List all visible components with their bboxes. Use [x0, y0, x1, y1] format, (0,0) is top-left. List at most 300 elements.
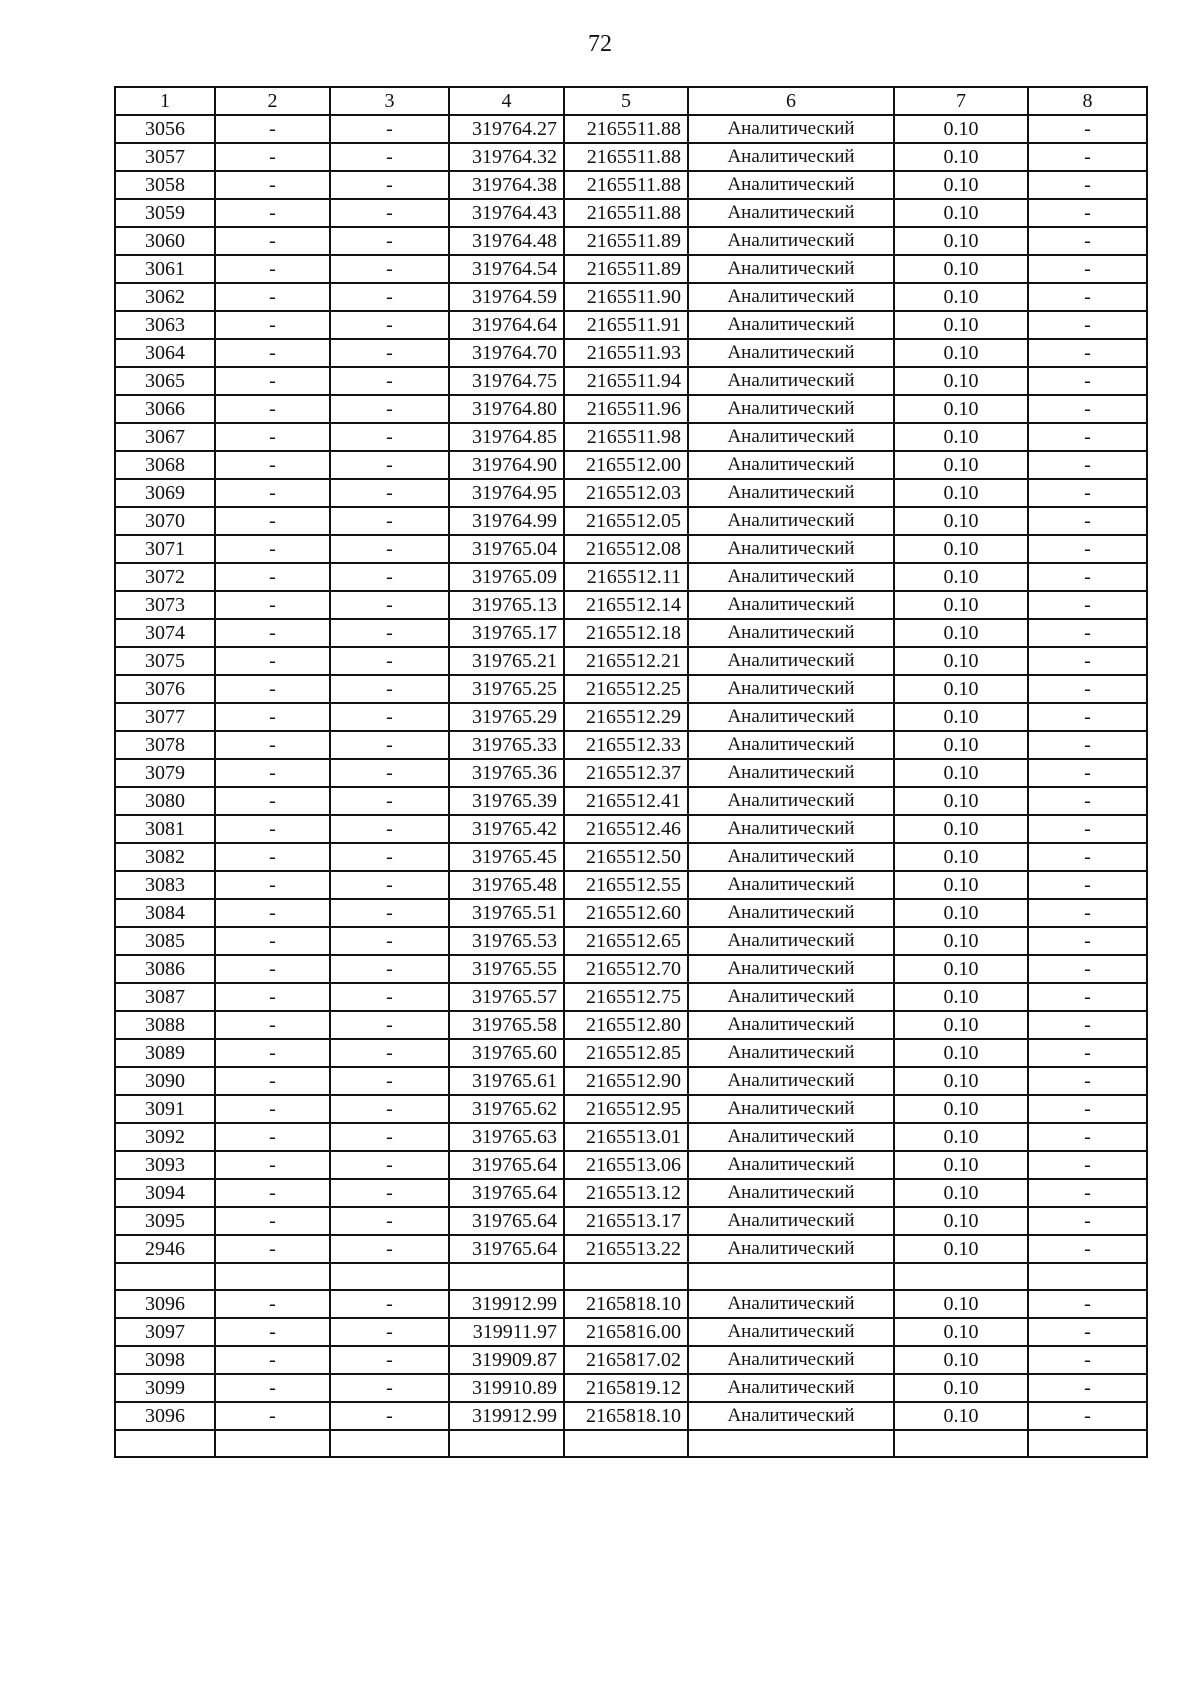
y-coordinate-cell: 2165512.18 [564, 619, 688, 647]
accuracy-cell: 0.10 [894, 171, 1028, 199]
col2-cell: - [215, 1318, 330, 1346]
accuracy-cell: 0.10 [894, 507, 1028, 535]
x-coordinate-cell: 319912.99 [449, 1290, 564, 1318]
table-row [115, 339, 1147, 367]
method-cell: Аналитический [688, 1095, 894, 1123]
table-row [115, 675, 1147, 703]
method-cell: Аналитический [688, 1123, 894, 1151]
col8-cell: - [1028, 675, 1147, 703]
x-coordinate-cell: 319764.75 [449, 367, 564, 395]
accuracy-cell: 0.10 [894, 759, 1028, 787]
table-row [115, 927, 1147, 955]
accuracy-cell: 0.10 [894, 1067, 1028, 1095]
method-cell: Аналитический [688, 899, 894, 927]
col8-cell: - [1028, 1039, 1147, 1067]
point-number-cell: 3075 [115, 647, 215, 675]
method-cell: Аналитический [688, 1402, 894, 1430]
table-row [115, 1235, 1147, 1263]
col3-cell: - [330, 759, 449, 787]
x-coordinate-cell: 319765.29 [449, 703, 564, 731]
point-number-cell: 3058 [115, 171, 215, 199]
col8-cell: - [1028, 507, 1147, 535]
col3-cell: - [330, 255, 449, 283]
x-coordinate-cell: 319910.89 [449, 1374, 564, 1402]
col2-cell: - [215, 983, 330, 1011]
x-coordinate-cell: 319764.90 [449, 451, 564, 479]
point-number-cell: 3081 [115, 815, 215, 843]
method-cell: Аналитический [688, 171, 894, 199]
y-coordinate-cell: 2165512.33 [564, 731, 688, 759]
point-number-cell: 3060 [115, 227, 215, 255]
col2-cell: - [215, 843, 330, 871]
point-number-cell: 3089 [115, 1039, 215, 1067]
col2-cell: - [215, 535, 330, 563]
col8-cell: - [1028, 1151, 1147, 1179]
accuracy-cell [894, 1263, 1028, 1290]
point-number-cell: 3057 [115, 143, 215, 171]
x-coordinate-cell [449, 1263, 564, 1290]
y-coordinate-cell: 2165511.94 [564, 367, 688, 395]
col3-cell: - [330, 843, 449, 871]
point-number-cell: 3093 [115, 1151, 215, 1179]
point-number-cell: 3066 [115, 395, 215, 423]
y-coordinate-cell: 2165512.90 [564, 1067, 688, 1095]
x-coordinate-cell: 319765.58 [449, 1011, 564, 1039]
col3-cell: - [330, 1374, 449, 1402]
y-coordinate-cell: 2165512.25 [564, 675, 688, 703]
col3-cell: - [330, 171, 449, 199]
x-coordinate-cell: 319764.70 [449, 339, 564, 367]
table-row [115, 563, 1147, 591]
col3-cell: - [330, 563, 449, 591]
x-coordinate-cell: 319765.62 [449, 1095, 564, 1123]
method-cell: Аналитический [688, 871, 894, 899]
col3-cell: - [330, 983, 449, 1011]
x-coordinate-cell: 319909.87 [449, 1346, 564, 1374]
col2-cell: - [215, 591, 330, 619]
y-coordinate-cell: 2165511.98 [564, 423, 688, 451]
col2-cell: - [215, 1123, 330, 1151]
method-cell: Аналитический [688, 283, 894, 311]
col2-cell: - [215, 899, 330, 927]
table-row [115, 787, 1147, 815]
point-number-cell: 3098 [115, 1346, 215, 1374]
y-coordinate-cell: 2165512.85 [564, 1039, 688, 1067]
col8-cell: - [1028, 171, 1147, 199]
point-number-cell: 3063 [115, 311, 215, 339]
accuracy-cell: 0.10 [894, 983, 1028, 1011]
y-coordinate-cell: 2165512.37 [564, 759, 688, 787]
y-coordinate-cell: 2165512.05 [564, 507, 688, 535]
x-coordinate-cell: 319765.25 [449, 675, 564, 703]
table-row [115, 647, 1147, 675]
accuracy-cell: 0.10 [894, 1151, 1028, 1179]
x-coordinate-cell: 319765.57 [449, 983, 564, 1011]
col3-cell: - [330, 479, 449, 507]
method-cell: Аналитический [688, 591, 894, 619]
x-coordinate-cell: 319765.64 [449, 1179, 564, 1207]
table-row [115, 1318, 1147, 1346]
col2-cell: - [215, 1346, 330, 1374]
col3-cell: - [330, 1179, 449, 1207]
method-cell: Аналитический [688, 115, 894, 143]
x-coordinate-cell: 319765.04 [449, 535, 564, 563]
point-number-cell: 3084 [115, 899, 215, 927]
col3-cell: - [330, 115, 449, 143]
accuracy-cell: 0.10 [894, 1318, 1028, 1346]
table-row [115, 619, 1147, 647]
col2-cell: - [215, 199, 330, 227]
y-coordinate-cell: 2165511.88 [564, 199, 688, 227]
col8-cell: - [1028, 619, 1147, 647]
col3-cell: - [330, 367, 449, 395]
col3-cell: - [330, 283, 449, 311]
point-number-cell: 3078 [115, 731, 215, 759]
accuracy-cell [894, 1430, 1028, 1457]
x-coordinate-cell: 319765.55 [449, 955, 564, 983]
col2-cell: - [215, 227, 330, 255]
method-cell: Аналитический [688, 955, 894, 983]
table-row [115, 479, 1147, 507]
col8-cell: - [1028, 927, 1147, 955]
table-row [115, 731, 1147, 759]
col3-cell: - [330, 675, 449, 703]
accuracy-cell: 0.10 [894, 871, 1028, 899]
col8-cell: - [1028, 115, 1147, 143]
x-coordinate-cell: 319765.51 [449, 899, 564, 927]
col2-cell: - [215, 871, 330, 899]
col3-cell: - [330, 1402, 449, 1430]
method-cell: Аналитический [688, 507, 894, 535]
accuracy-cell: 0.10 [894, 339, 1028, 367]
col2-cell: - [215, 1067, 330, 1095]
y-coordinate-cell: 2165512.65 [564, 927, 688, 955]
accuracy-cell: 0.10 [894, 927, 1028, 955]
method-cell: Аналитический [688, 815, 894, 843]
point-number-cell: 3069 [115, 479, 215, 507]
point-number-cell: 3091 [115, 1095, 215, 1123]
accuracy-cell: 0.10 [894, 1039, 1028, 1067]
y-coordinate-cell: 2165511.96 [564, 395, 688, 423]
col8-cell: - [1028, 1346, 1147, 1374]
y-coordinate-cell: 2165513.01 [564, 1123, 688, 1151]
col2-cell: - [215, 815, 330, 843]
col3-cell [330, 1263, 449, 1290]
col2-cell: - [215, 703, 330, 731]
table-row [115, 227, 1147, 255]
method-cell: Аналитический [688, 143, 894, 171]
table-row [115, 311, 1147, 339]
x-coordinate-cell: 319764.43 [449, 199, 564, 227]
col3-cell: - [330, 927, 449, 955]
point-number-cell: 3068 [115, 451, 215, 479]
y-coordinate-cell: 2165512.14 [564, 591, 688, 619]
col8-cell: - [1028, 1067, 1147, 1095]
col8-cell: - [1028, 815, 1147, 843]
method-cell: Аналитический [688, 647, 894, 675]
col2-cell: - [215, 395, 330, 423]
col8-cell [1028, 1263, 1147, 1290]
accuracy-cell: 0.10 [894, 227, 1028, 255]
y-coordinate-cell: 2165512.29 [564, 703, 688, 731]
accuracy-cell: 0.10 [894, 115, 1028, 143]
col8-cell: - [1028, 843, 1147, 871]
y-coordinate-cell: 2165513.12 [564, 1179, 688, 1207]
y-coordinate-cell: 2165513.17 [564, 1207, 688, 1235]
accuracy-cell: 0.10 [894, 1374, 1028, 1402]
col8-cell: - [1028, 1095, 1147, 1123]
column-header: 8 [1028, 87, 1147, 115]
column-header: 5 [564, 87, 688, 115]
accuracy-cell: 0.10 [894, 955, 1028, 983]
table-row [115, 1290, 1147, 1318]
page-number: 72 [588, 31, 612, 57]
y-coordinate-cell: 2165512.41 [564, 787, 688, 815]
col3-cell: - [330, 1067, 449, 1095]
y-coordinate-cell: 2165511.89 [564, 255, 688, 283]
x-coordinate-cell: 319764.80 [449, 395, 564, 423]
col2-cell: - [215, 423, 330, 451]
col8-cell [1028, 1430, 1147, 1457]
y-coordinate-cell: 2165512.60 [564, 899, 688, 927]
point-number-cell: 3079 [115, 759, 215, 787]
point-number-cell: 3074 [115, 619, 215, 647]
accuracy-cell: 0.10 [894, 787, 1028, 815]
method-cell: Аналитический [688, 423, 894, 451]
col3-cell: - [330, 871, 449, 899]
point-number-cell: 3064 [115, 339, 215, 367]
accuracy-cell: 0.10 [894, 843, 1028, 871]
method-cell: Аналитический [688, 227, 894, 255]
col2-cell: - [215, 1402, 330, 1430]
x-coordinate-cell: 319764.64 [449, 311, 564, 339]
method-cell: Аналитический [688, 255, 894, 283]
col2-cell: - [215, 171, 330, 199]
accuracy-cell: 0.10 [894, 675, 1028, 703]
method-cell: Аналитический [688, 311, 894, 339]
method-cell: Аналитический [688, 1290, 894, 1318]
point-number-cell: 3092 [115, 1123, 215, 1151]
table-row [115, 1011, 1147, 1039]
point-number-cell: 3096 [115, 1290, 215, 1318]
col8-cell: - [1028, 591, 1147, 619]
table-row [115, 591, 1147, 619]
col3-cell: - [330, 703, 449, 731]
table-row [115, 1123, 1147, 1151]
accuracy-cell: 0.10 [894, 535, 1028, 563]
col8-cell: - [1028, 703, 1147, 731]
y-coordinate-cell: 2165511.88 [564, 171, 688, 199]
method-cell: Аналитический [688, 395, 894, 423]
table-row [115, 171, 1147, 199]
column-header: 4 [449, 87, 564, 115]
y-coordinate-cell: 2165817.02 [564, 1346, 688, 1374]
table-row [115, 899, 1147, 927]
point-number-cell: 3097 [115, 1318, 215, 1346]
coordinates-table [114, 86, 1148, 1458]
table-row [115, 843, 1147, 871]
table-row [115, 451, 1147, 479]
col2-cell: - [215, 367, 330, 395]
col8-cell: - [1028, 563, 1147, 591]
col2-cell: - [215, 479, 330, 507]
x-coordinate-cell: 319764.48 [449, 227, 564, 255]
y-coordinate-cell: 2165512.21 [564, 647, 688, 675]
y-coordinate-cell: 2165512.03 [564, 479, 688, 507]
x-coordinate-cell: 319765.60 [449, 1039, 564, 1067]
table-row [115, 815, 1147, 843]
point-number-cell: 3077 [115, 703, 215, 731]
point-number-cell: 3076 [115, 675, 215, 703]
point-number-cell: 3096 [115, 1402, 215, 1430]
col8-cell: - [1028, 423, 1147, 451]
col2-cell: - [215, 1011, 330, 1039]
table-row [115, 1151, 1147, 1179]
col2-cell: - [215, 563, 330, 591]
method-cell: Аналитический [688, 843, 894, 871]
table-row [115, 1179, 1147, 1207]
point-number-cell: 3062 [115, 283, 215, 311]
table-header-row [115, 87, 1147, 115]
accuracy-cell: 0.10 [894, 815, 1028, 843]
method-cell: Аналитический [688, 367, 894, 395]
col8-cell: - [1028, 1290, 1147, 1318]
accuracy-cell: 0.10 [894, 1179, 1028, 1207]
col2-cell: - [215, 731, 330, 759]
col8-cell: - [1028, 1011, 1147, 1039]
method-cell: Аналитический [688, 451, 894, 479]
col3-cell: - [330, 1151, 449, 1179]
col8-cell: - [1028, 395, 1147, 423]
x-coordinate-cell: 319765.21 [449, 647, 564, 675]
col3-cell: - [330, 1290, 449, 1318]
col8-cell: - [1028, 1235, 1147, 1263]
table-row [115, 255, 1147, 283]
col3-cell: - [330, 395, 449, 423]
col2-cell: - [215, 1374, 330, 1402]
method-cell: Аналитический [688, 1318, 894, 1346]
point-number-cell: 3095 [115, 1207, 215, 1235]
accuracy-cell: 0.10 [894, 311, 1028, 339]
x-coordinate-cell [449, 1430, 564, 1457]
col8-cell: - [1028, 1207, 1147, 1235]
col8-cell: - [1028, 451, 1147, 479]
accuracy-cell: 0.10 [894, 1346, 1028, 1374]
accuracy-cell: 0.10 [894, 563, 1028, 591]
x-coordinate-cell: 319764.59 [449, 283, 564, 311]
table-body [115, 115, 1147, 1457]
x-coordinate-cell: 319764.95 [449, 479, 564, 507]
accuracy-cell: 0.10 [894, 1290, 1028, 1318]
method-cell: Аналитический [688, 731, 894, 759]
col2-cell: - [215, 255, 330, 283]
col3-cell: - [330, 1123, 449, 1151]
point-number-cell: 3065 [115, 367, 215, 395]
table-row [115, 283, 1147, 311]
x-coordinate-cell: 319765.63 [449, 1123, 564, 1151]
y-coordinate-cell: 2165512.80 [564, 1011, 688, 1039]
col2-cell: - [215, 1207, 330, 1235]
table-row [115, 1263, 1147, 1290]
y-coordinate-cell: 2165511.90 [564, 283, 688, 311]
table-row [115, 115, 1147, 143]
table-row [115, 1402, 1147, 1430]
method-cell: Аналитический [688, 1235, 894, 1263]
table-row [115, 1346, 1147, 1374]
col3-cell: - [330, 815, 449, 843]
y-coordinate-cell: 2165511.88 [564, 143, 688, 171]
col3-cell: - [330, 143, 449, 171]
col3-cell: - [330, 311, 449, 339]
point-number-cell: 3099 [115, 1374, 215, 1402]
accuracy-cell: 0.10 [894, 1402, 1028, 1430]
col3-cell: - [330, 619, 449, 647]
y-coordinate-cell: 2165511.89 [564, 227, 688, 255]
col3-cell: - [330, 507, 449, 535]
accuracy-cell: 0.10 [894, 1235, 1028, 1263]
method-cell: Аналитический [688, 759, 894, 787]
x-coordinate-cell: 319764.99 [449, 507, 564, 535]
x-coordinate-cell: 319765.09 [449, 563, 564, 591]
point-number-cell: 3090 [115, 1067, 215, 1095]
col8-cell: - [1028, 647, 1147, 675]
x-coordinate-cell: 319765.64 [449, 1235, 564, 1263]
column-header: 7 [894, 87, 1028, 115]
column-header: 2 [215, 87, 330, 115]
x-coordinate-cell: 319765.17 [449, 619, 564, 647]
col2-cell: - [215, 787, 330, 815]
accuracy-cell: 0.10 [894, 479, 1028, 507]
col3-cell: - [330, 647, 449, 675]
x-coordinate-cell: 319911.97 [449, 1318, 564, 1346]
accuracy-cell: 0.10 [894, 1207, 1028, 1235]
y-coordinate-cell: 2165512.95 [564, 1095, 688, 1123]
accuracy-cell: 0.10 [894, 451, 1028, 479]
method-cell [688, 1430, 894, 1457]
method-cell: Аналитический [688, 703, 894, 731]
col8-cell: - [1028, 143, 1147, 171]
col3-cell: - [330, 1095, 449, 1123]
y-coordinate-cell: 2165512.75 [564, 983, 688, 1011]
accuracy-cell: 0.10 [894, 423, 1028, 451]
accuracy-cell: 0.10 [894, 899, 1028, 927]
table-row [115, 1374, 1147, 1402]
point-number-cell: 3067 [115, 423, 215, 451]
point-number-cell: 3086 [115, 955, 215, 983]
accuracy-cell: 0.10 [894, 703, 1028, 731]
col3-cell [330, 1430, 449, 1457]
point-number-cell: 3073 [115, 591, 215, 619]
col2-cell: - [215, 927, 330, 955]
method-cell: Аналитический [688, 535, 894, 563]
x-coordinate-cell: 319765.64 [449, 1207, 564, 1235]
x-coordinate-cell: 319764.27 [449, 115, 564, 143]
col3-cell: - [330, 591, 449, 619]
table-row [115, 1095, 1147, 1123]
accuracy-cell: 0.10 [894, 283, 1028, 311]
method-cell: Аналитический [688, 787, 894, 815]
col2-cell: - [215, 283, 330, 311]
method-cell [688, 1263, 894, 1290]
col2-cell: - [215, 1151, 330, 1179]
point-number-cell: 3094 [115, 1179, 215, 1207]
col3-cell: - [330, 227, 449, 255]
x-coordinate-cell: 319912.99 [449, 1402, 564, 1430]
col3-cell: - [330, 1039, 449, 1067]
table-row [115, 871, 1147, 899]
x-coordinate-cell: 319765.42 [449, 815, 564, 843]
table-row [115, 423, 1147, 451]
